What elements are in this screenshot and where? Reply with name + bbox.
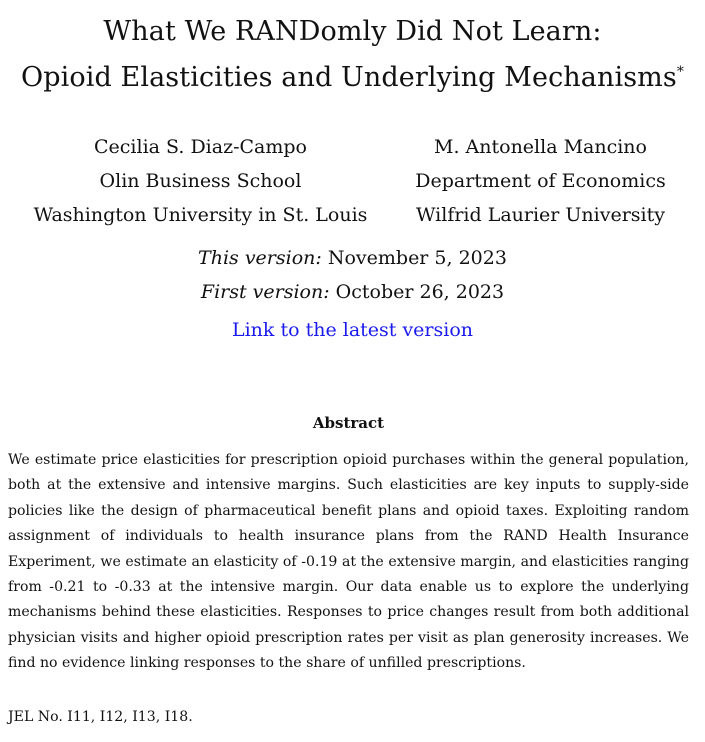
author-name: Cecilia S. Diaz-Campo — [94, 136, 307, 158]
title-text-1: What We RANDomly Did Not Learn: — [103, 16, 602, 47]
paper-title-line-1 — [0, 16, 705, 48]
author-institution: Washington University in St. Louis — [33, 204, 368, 226]
jel-codes: JEL No. I11, I12, I13, I18. — [8, 709, 193, 725]
this-version-date: November 5, 2023 — [327, 247, 507, 269]
first-version-line — [0, 275, 705, 309]
abstract-text: We estimate price elasticities for prescription opioid purchases within the general population, both at the extensive and intensive margins. Such elasticities are key inputs to supply-side policies like the design of pharmaceutical benefit plans and opioid taxes. Exploiting random assignment of individuals to health insurance plans from the RAND Health Insurance Experiment, we estimate an elasticity of -0.19 at the extensive margin, and elasticities ranging from -0.21 to -0.33 at the intensive margin. Our data enable us to explore the underlying mechanisms behind these elasticities. Responses to price changes result from both additional physician visits and higher opioid prescription rates per visit as plan generosity increases. We find no evidence linking responses to the share of unfilled prescriptions. — [8, 452, 689, 672]
latest-version-link[interactable]: Link to the latest version — [231, 319, 474, 341]
title-footnote-mark[interactable]: * — [676, 64, 684, 80]
paper-title-line-2 — [0, 62, 705, 94]
first-version-date: October 26, 2023 — [335, 281, 505, 303]
author-institution: Wilfrid Laurier University — [415, 204, 666, 226]
title-text-2: Opioid Elasticities and Underlying Mechanisms — [21, 62, 677, 93]
author-block-2 — [398, 130, 683, 232]
author-department: Olin Business School — [99, 170, 302, 192]
version-info — [0, 241, 705, 309]
this-version-label: This version: — [198, 247, 322, 269]
author-block-1 — [18, 130, 383, 232]
this-version-line — [0, 241, 705, 275]
author-department: Department of Economics — [415, 170, 666, 192]
first-version-label: First version: — [200, 281, 330, 303]
abstract-heading: Abstract — [312, 414, 385, 432]
author-name: M. Antonella Mancino — [434, 136, 647, 158]
